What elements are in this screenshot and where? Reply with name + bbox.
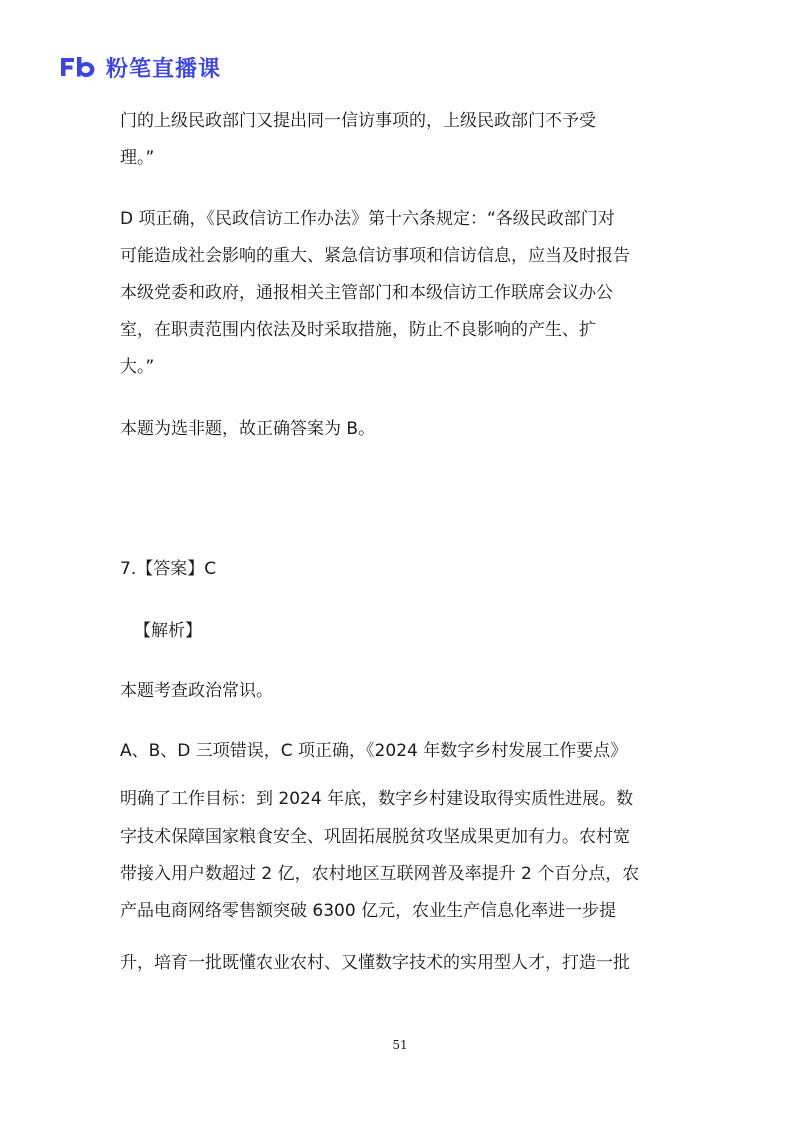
text-line: A、B、D 三项错误，C 项正确，《2024 年数字乡村发展工作要点》 bbox=[120, 741, 628, 761]
brand-name: 粉笔直播课 bbox=[106, 56, 222, 82]
text-line: 本题考查政治常识。 bbox=[120, 681, 273, 701]
page-number: 51 bbox=[392, 1038, 408, 1052]
answer-heading: 7.【答案】C bbox=[120, 559, 217, 579]
text-line: 可能造成社会影响的重大、紧急信访事项和信访信息，应当及时报告 bbox=[120, 246, 630, 266]
header bbox=[58, 52, 221, 82]
text-line: 产品电商网络零售额突破 6300 亿元，农业生产信息化率进一步提 bbox=[120, 901, 617, 921]
text-line: 明确了工作目标：到 2024 年底，数字乡村建设取得实质性进展。数 bbox=[120, 789, 634, 809]
text-line: 门的上级民政部门又提出同一信访事项的，上级民政部门不予受 bbox=[120, 111, 596, 131]
text-line: 本题为选非题，故正确答案为 B。 bbox=[120, 419, 376, 439]
text-line: 升，培育一批既懂农业农村、又懂数字技术的实用型人才，打造一批 bbox=[120, 953, 630, 973]
text-line: D 项正确，《民政信访工作办法》第十六条规定：“各级民政部门对 bbox=[120, 209, 615, 229]
text-line: 理。” bbox=[120, 148, 155, 168]
fenbi-logo-icon bbox=[58, 55, 98, 79]
text-line: 室，在职责范围内依法及时采取措施，防止不良影响的产生、扩 bbox=[120, 320, 596, 340]
text-line: 本级党委和政府，通报相关主管部门和本级信访工作联席会议办公 bbox=[120, 283, 613, 303]
text-line: 大。” bbox=[120, 357, 155, 377]
analysis-heading: 【解析】 bbox=[134, 621, 202, 641]
text-line: 带接入用户数超过 2 亿，农村地区互联网普及率提升 2 个百分点，农 bbox=[120, 864, 640, 884]
text-line: 字技术保障国家粮食安全、巩固拓展脱贫攻坚成果更加有力。农村宽 bbox=[120, 827, 630, 847]
